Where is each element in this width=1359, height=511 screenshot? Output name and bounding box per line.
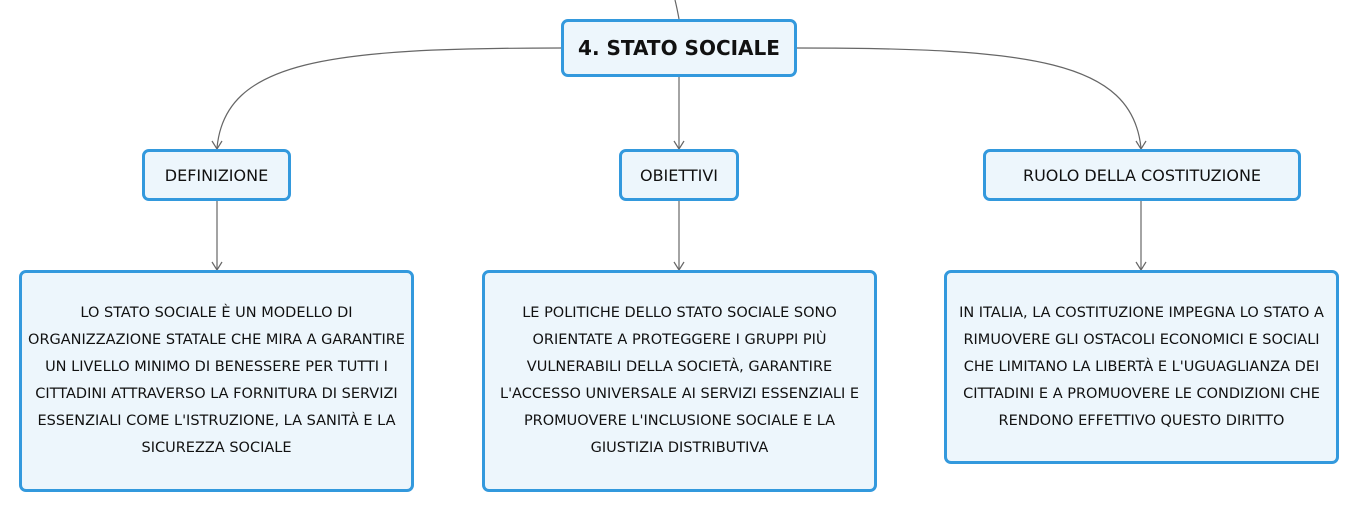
subtopic-ruolo-della-costituzione[interactable] xyxy=(983,149,1301,201)
root-topic-label: 4. STATO SOCIALE xyxy=(578,36,780,60)
subtopic-definizione[interactable] xyxy=(142,149,291,201)
leaf-obiettivi-content: LE POLITICHE DELLO STATO SOCIALE SONO ORIENTATE A PROTEGGERE I GRUPPI PIÙ VULNERABILI DELLA SOCIETÀ, GARANTIRE L'ACCESSO UNIVERSALE AI SERVIZI ESSENZIALI E PROMUOVERE L'INCLUSIONE SOCIALE E LA GIUSTIZIA DISTRIBUTIVA xyxy=(499,305,859,456)
subtopic-definizione-label: DEFINIZIONE xyxy=(164,165,269,185)
leaf-obiettivi-text[interactable] xyxy=(482,270,877,492)
connector-root-ruolo xyxy=(797,48,1141,148)
connector-parent-root xyxy=(675,0,679,19)
leaf-definizione-text[interactable] xyxy=(19,270,414,492)
root-topic[interactable] xyxy=(561,19,797,77)
connector-root-definizione xyxy=(217,48,561,148)
subtopic-obiettivi-label: OBIETTIVI xyxy=(639,165,719,185)
leaf-ruolo-text[interactable] xyxy=(944,270,1339,464)
subtopic-obiettivi[interactable] xyxy=(619,149,739,201)
subtopic-ruolo-label: RUOLO DELLA COSTITUZIONE xyxy=(1022,165,1262,185)
leaf-ruolo-content: IN ITALIA, LA COSTITUZIONE IMPEGNA LO STATO A RIMUOVERE GLI OSTACOLI ECONOMICI E SOCIALI CHE LIMITANO LA LIBERTÀ E L'UGUAGLIANZA DEI CITTADINI E A PROMUOVERE LE CONDIZIONI CHE RENDONO EFFETTIVO QUESTO DIRITTO xyxy=(959,304,1324,429)
leaf-definizione-content: LO STATO SOCIALE È UN MODELLO DI ORGANIZZAZIONE STATALE CHE MIRA A GARANTIRE UN LIVELLO MINIMO DI BENESSERE PER TUTTI I CITTADINI ATTRAVERSO LA FORNITURA DI SERVIZI ESSENZIALI COME L'ISTRUZIONE, LA SANITÀ E LA SICUREZZA SOCIALE xyxy=(28,305,405,456)
